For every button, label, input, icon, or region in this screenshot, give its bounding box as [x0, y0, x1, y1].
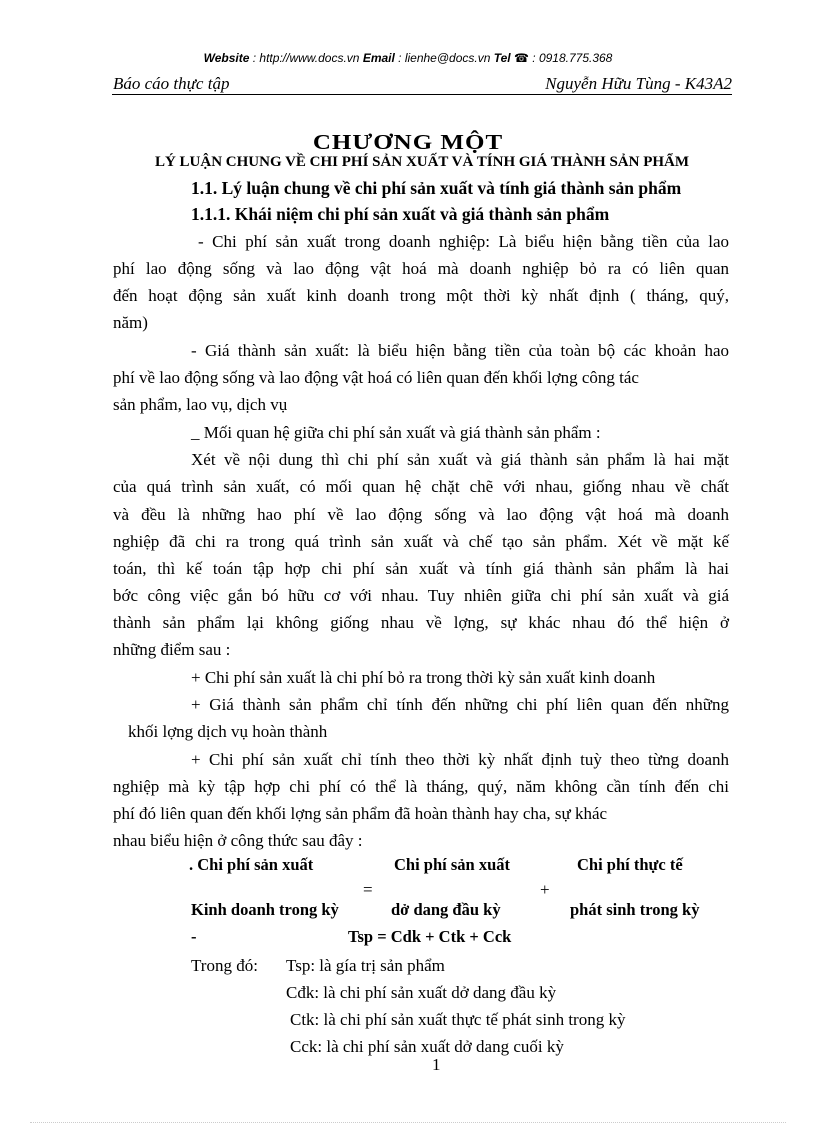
- website-value: : http://www.docs.vn: [249, 51, 363, 65]
- page-number: 1: [432, 1055, 441, 1074]
- paragraph-line: năm): [113, 313, 148, 332]
- paragraph-line: + Chi phí sản xuất chỉ tính theo thời kỳ nhất định tuỳ theo từng doanh: [191, 750, 729, 769]
- paragraph-line: _ Mối quan hệ giữa chi phí sản xuất và giá thành sản phẩm :: [191, 423, 601, 442]
- definition-item: Cck: là chi phí sản xuất dở dang cuối kỳ: [290, 1037, 564, 1056]
- tel-value: : 0918.775.368: [528, 51, 613, 65]
- paragraph-line: nhau biểu hiện ở công thức sau đây :: [113, 831, 363, 850]
- formula-col3-bottom: phát sinh trong kỳ: [570, 900, 700, 919]
- header-rule: [112, 94, 732, 95]
- definition-item: Tsp: là gía trị sản phẩm: [286, 956, 445, 975]
- paragraph-line: - Giá thành sản xuất: là biểu hiện bằng tiền của toàn bộ các khoản hao: [191, 341, 729, 360]
- formula-col3-top: Chi phí thực tế: [577, 855, 683, 874]
- header-left: Báo cáo thực tập: [113, 74, 230, 93]
- where-label: Trong đó:: [191, 956, 258, 975]
- paragraph-line: sản phẩm, lao vụ, dịch vụ: [113, 395, 288, 414]
- paragraph-line: Xét về nội dung thì chi phí sản xuất và giá thành sản phẩm là hai mặt: [191, 450, 729, 469]
- formula-col1-bottom: Kinh doanh trong kỳ: [191, 900, 339, 919]
- paragraph-line: + Chi phí sản xuất là chi phí bỏ ra trong thời kỳ sản xuất kinh doanh: [191, 668, 656, 687]
- paragraph-line: phí lao động sống và lao động vật hoá mà doanh nghiệp bỏ ra có liên quan: [113, 259, 729, 278]
- paragraph-line: và đều là những hao phí về lao động sống và lao động vật hoá mà doanh: [113, 505, 729, 524]
- chapter-subtitle: LÝ LUẬN CHUNG VỀ CHI PHÍ SẢN XUẤT VÀ TÍNH GIÁ THÀNH SẢN PHẨM: [154, 154, 690, 170]
- definition-item: Ctk: là chi phí sản xuất thực tế phát sinh trong kỳ: [290, 1010, 626, 1029]
- paragraph-line: của quá trình sản xuất, có mối quan hệ chặt chẽ với nhau, giống nhau về chất: [113, 477, 729, 496]
- formula-col1-top: . Chi phí sản xuất: [189, 855, 314, 874]
- formula-col2-top: Chi phí sản xuất: [394, 855, 511, 874]
- email-label: Email: [362, 51, 395, 65]
- website-label: Website: [203, 51, 250, 65]
- paragraph-line: - Chi phí sản xuất trong doanh nghiệp: Là biểu hiện bằng tiền của lao: [198, 232, 729, 251]
- paragraph-line: toán, thì kế toán tập hợp chi phí sản xuất và tính giá thành sản phẩm là hai: [113, 559, 729, 578]
- formula-equals: =: [363, 880, 373, 899]
- formula-plus: +: [540, 880, 550, 899]
- paragraph-line: những điểm sau :: [113, 640, 231, 659]
- paragraph-line: phí về lao động sống và lao động vật hoá có liên quan đến khối lợng công tác: [113, 368, 639, 387]
- paragraph-line: đến hoạt động sản xuất kinh doanh trong một thời kỳ nhất định ( tháng, quý,: [113, 286, 729, 305]
- paragraph-line: nghiệp đã chi ra trong quá trình sản xuất và chế tạo sản phẩm. Xét về mặt kế: [113, 532, 729, 551]
- phone-icon: ☎: [513, 51, 529, 65]
- email-value: : lienhe@docs.vn: [394, 51, 494, 65]
- paragraph-line: + Giá thành sản phẩm chỉ tính đến những chi phí liên quan đến những: [191, 695, 729, 714]
- formula-equation: Tsp = Cdk + Ctk + Cck: [348, 927, 512, 946]
- chapter-title: CHƯƠNG MỘT: [312, 131, 504, 155]
- tel-label: Tel: [493, 51, 511, 65]
- paragraph-line: khối lợng dịch vụ hoàn thành: [128, 722, 328, 741]
- paragraph-line: phí đó liên quan đến khối lợng sản phẩm đã hoàn thành hay cha, sự khác: [113, 804, 608, 823]
- definition-item: Cđk: là chi phí sản xuất dở dang đầu kỳ: [286, 983, 557, 1002]
- paragraph-line: nghiệp mà kỳ tập hợp chi phí có thể là tháng, quý, năm không cần tính đến chi: [113, 777, 729, 796]
- paragraph-line: thành sản phẩm lại không giống nhau về lợng, sự khác nhau đó thể hiện ở: [113, 613, 729, 632]
- header-right: Nguyễn Hữu Tùng - K43A2: [545, 74, 732, 93]
- section-heading-1-1-1: 1.1.1. Khái niệm chi phí sản xuất và giá thành sản phẩm: [191, 204, 610, 224]
- formula-dash: -: [191, 927, 197, 946]
- paragraph-line: bớc công việc gắn bó hữu cơ với nhau. Tuy nhiên giữa chi phí sản xuất và giá: [113, 586, 729, 605]
- formula-col2-bottom: dở dang đầu kỳ: [391, 900, 501, 919]
- contact-line: [0, 51, 816, 65]
- section-heading-1-1: 1.1. Lý luận chung về chi phí sản xuất và tính giá thành sản phẩm: [191, 178, 682, 198]
